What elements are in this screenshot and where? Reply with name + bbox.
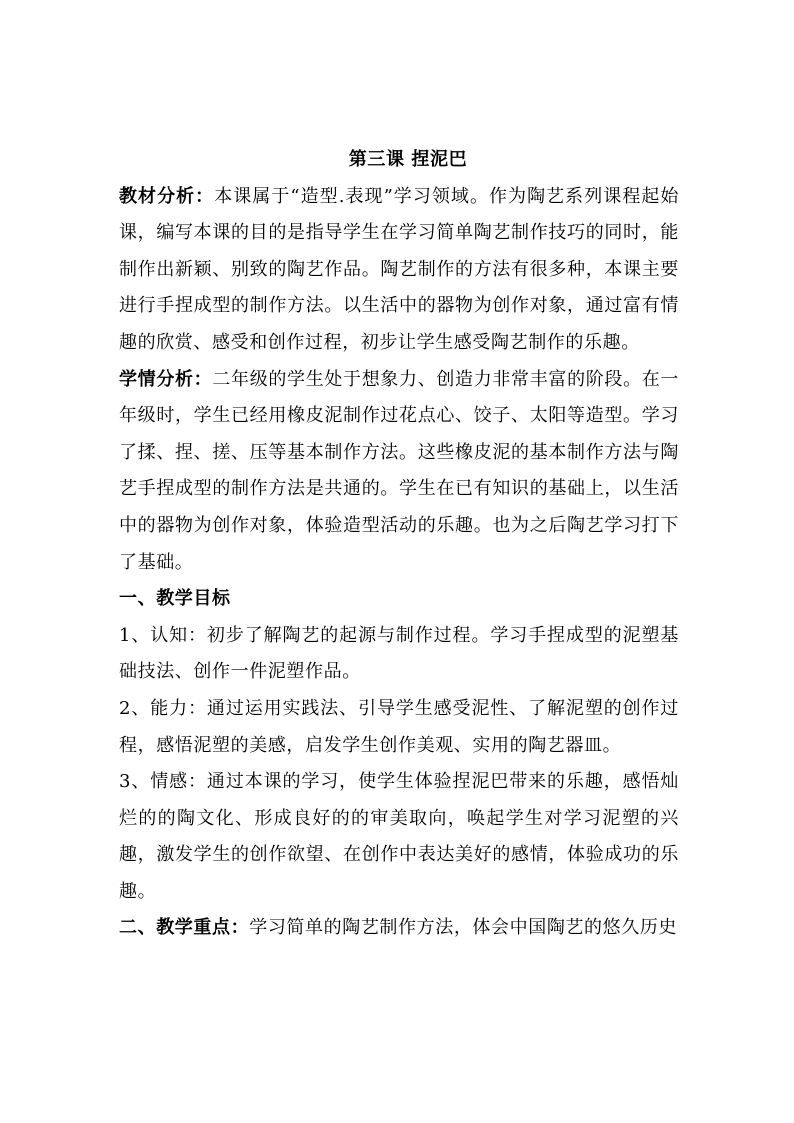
key-points-paragraph xyxy=(119,910,679,947)
page-title: 第三课 捏泥巴 xyxy=(348,149,468,170)
goals-heading: 一、教学目标 xyxy=(119,588,231,610)
material-analysis-paragraph xyxy=(119,179,679,362)
material-analysis-label: 教材分析： xyxy=(119,185,215,207)
key-points-colon: ： xyxy=(230,917,250,939)
goal-emotion: 3、情感：通过本课的学习，使学生体验捏泥巴带来的乐趣，感悟灿烂的的陶文化、形成良好的的审美取向，唤起学生对学习泥塑的兴趣，激发学生的创作欲望、在创作中表达美好的感情，体验成功的乐趣。 xyxy=(119,771,679,902)
student-analysis-label: 学情分析： xyxy=(119,368,213,390)
student-analysis-paragraph xyxy=(119,362,679,582)
student-analysis-text: 二年级的学生处于想象力、创造力非常丰富的阶段。在一年级时，学生已经用橡皮泥制作过花点心、饺子、太阳等造型。学习了揉、捏、搓、压等基本制作方法。这些橡皮泥的基本制作方法与陶艺手捏成型的制作方法是共通的。学生在已有知识的基础上，以生活中的器物为创作对象，体验造型活动的乐趣。也为之后陶艺学习打下了基础。 xyxy=(119,368,680,573)
goal-ability: 2、能力：通过运用实践法、引导学生感受泥性、了解泥塑的创作过程，感悟泥塑的美感，启发学生创作美观、实用的陶艺器皿。 xyxy=(119,697,679,756)
goal-cognition: 1、认知：初步了解陶艺的起源与制作过程。学习手捏成型的泥塑基础技法、创作一件泥塑作品。 xyxy=(119,624,679,683)
key-points-label: 二、教学重点 xyxy=(119,917,231,939)
key-points-text: 学习简单的陶艺制作方法，体会中国陶艺的悠久历史 xyxy=(249,917,678,939)
material-analysis-text: 本课属于“造型.表现”学习领域。作为陶艺系列课程起始课，编写本课的目的是指导学生在学习简单陶艺制作技巧的同时，能制作出新颖、别致的陶艺作品。陶艺制作的方法有很多种，本课主要进行手捏成型的制作方法。以生活中的器物为创作对象，通过富有情趣的欣赏、感受和创作过程，初步让学生感受陶艺制作的乐趣。 xyxy=(119,185,679,353)
document-body xyxy=(119,142,679,947)
